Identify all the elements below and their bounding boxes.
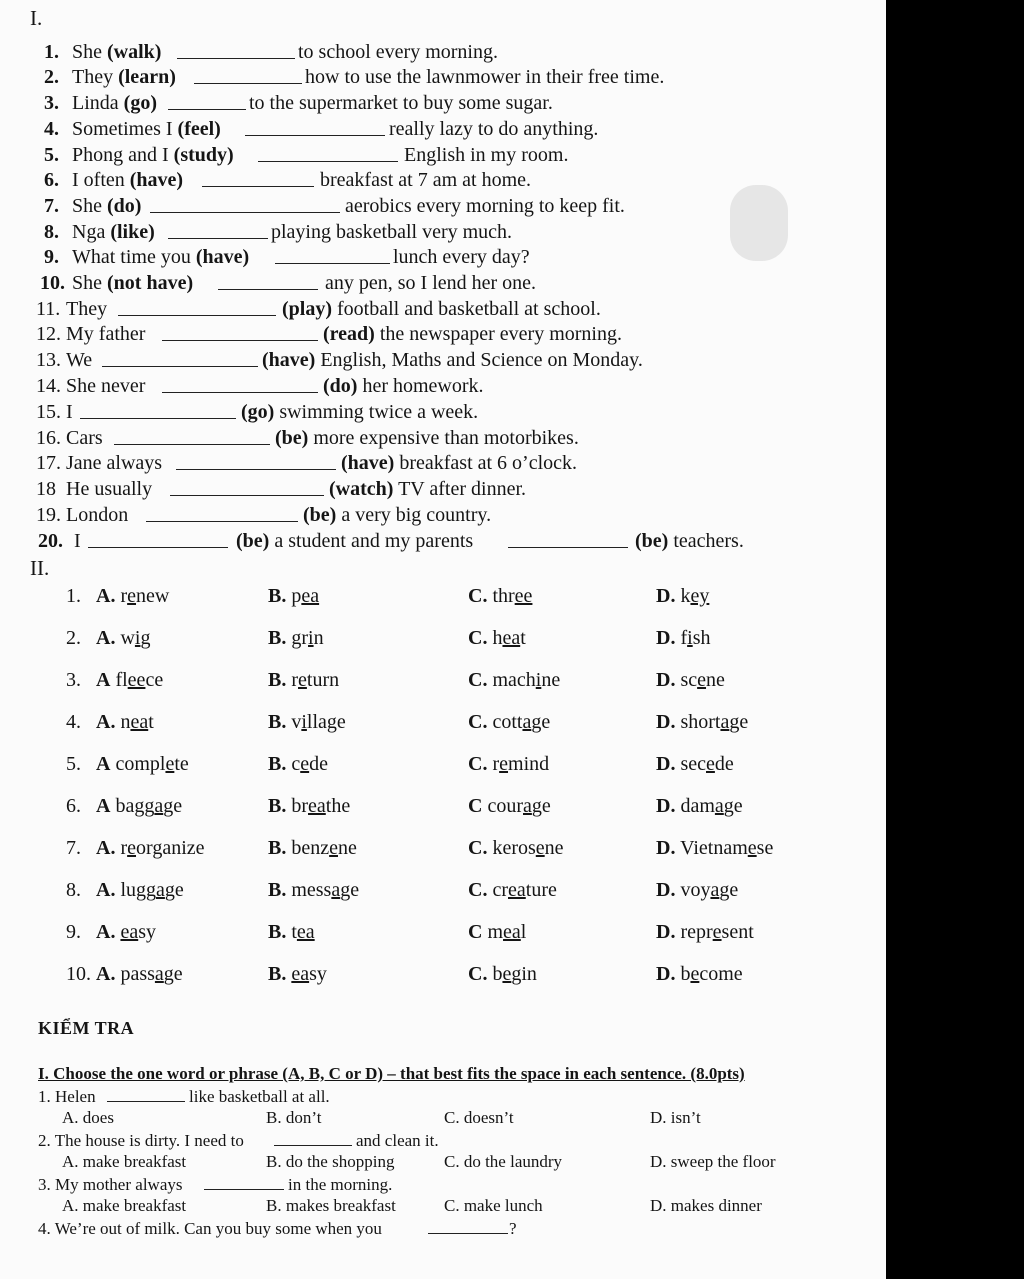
option-letter: D.: [656, 669, 676, 691]
underlined-sound: e: [697, 669, 707, 691]
option-letter: A.: [96, 711, 116, 733]
sentence-end: how to use the lawnmower in their free time.: [305, 66, 665, 88]
option-letter: B.: [268, 711, 287, 733]
item-number: 6.: [66, 795, 81, 817]
option-letter: A.: [96, 837, 116, 859]
item-number: 5.: [66, 753, 81, 775]
answer-option: C. doesn’t: [444, 1108, 514, 1127]
underlined-sound: a: [154, 795, 164, 817]
exercise-sentence: [0, 451, 886, 475]
option-c: C. heat: [468, 627, 526, 649]
underlined-sound: ea: [291, 963, 310, 985]
sentence-start: Linda (go): [72, 92, 157, 114]
answer-option: B. makes breakfast: [266, 1196, 396, 1215]
underlined-sound: ea: [503, 921, 521, 943]
option-a: A fleece: [96, 669, 164, 691]
verb-cue: (be): [275, 427, 309, 449]
option-b: B. cede: [268, 753, 329, 775]
verb-cue: (watch): [329, 478, 394, 500]
exercise-sentence: [0, 220, 886, 244]
option-letter: C.: [468, 711, 488, 733]
test-section-instruction: I. Choose the one word or phrase (A, B, C or D) – that best fits the space in each sentence. (8.0pts): [38, 1064, 745, 1083]
underlined-sound: a: [710, 879, 720, 901]
option-letter: B.: [268, 963, 287, 985]
question-end: like basketball at all.: [189, 1087, 330, 1106]
option-letter: C.: [468, 837, 488, 859]
sentence-end: lunch every day?: [393, 246, 530, 268]
pronunciation-row: [0, 667, 886, 693]
option-letter: D.: [656, 879, 676, 901]
sentence-end: really lazy to do anything.: [389, 118, 599, 140]
item-number: 9.: [66, 921, 81, 943]
underlined-sound: i: [134, 627, 141, 649]
verb-cue: (do): [107, 195, 142, 217]
underlined-sound: i: [308, 627, 314, 649]
item-number: 6.: [44, 169, 59, 191]
sentence-start: We: [66, 349, 93, 371]
test-title: KIỂM TRA: [38, 1018, 135, 1038]
underlined-sound: i: [301, 711, 307, 733]
option-letter: A.: [96, 627, 116, 649]
answer-blank: [168, 91, 246, 110]
item-number: 1.: [44, 41, 59, 63]
answer-option: B. do the shopping: [266, 1152, 395, 1171]
option-letter: C.: [468, 753, 488, 775]
option-b: B. grin: [268, 627, 324, 649]
test-question: [0, 1086, 886, 1107]
exercise-sentence: [0, 271, 886, 295]
verb-cue: (feel): [177, 118, 221, 140]
verb-cue: (be): [236, 530, 270, 552]
item-number: 16.: [36, 427, 61, 449]
underlined-sound: ea: [120, 921, 139, 943]
pronunciation-row: [0, 793, 886, 819]
option-letter: A.: [96, 963, 116, 985]
answer-blank: [204, 1174, 284, 1190]
option-c: C. cottage: [468, 711, 551, 733]
item-number: 1.: [66, 585, 81, 607]
answer-option: A. make breakfast: [62, 1152, 187, 1171]
question-start: 2. The house is dirty. I need to: [38, 1131, 244, 1150]
option-a: A. easy: [96, 921, 157, 943]
answer-option: C. make lunch: [444, 1196, 543, 1215]
part2-heading: II.: [30, 556, 50, 580]
underlined-sound: ea: [508, 879, 526, 901]
verb-cue: (have): [129, 169, 184, 191]
item-number: 5.: [44, 144, 59, 166]
item-number: 20.: [38, 530, 63, 552]
sentence-end: aerobics every morning to keep fit.: [345, 195, 625, 217]
verb-cue: (walk): [107, 41, 162, 63]
question-start: 3. My mother always: [38, 1175, 183, 1194]
underlined-sound: a: [714, 795, 724, 817]
option-c: C courage: [468, 795, 551, 817]
option-letter: B.: [268, 585, 287, 607]
verb-cue: (be): [635, 530, 669, 552]
option-letter: A: [96, 753, 111, 775]
sentence-start: Nga (like): [72, 221, 155, 243]
option-a: A baggage: [96, 795, 183, 817]
answer-blank: [428, 1218, 508, 1234]
item-number: 12.: [36, 323, 61, 345]
option-c: C. machine: [468, 669, 561, 691]
sentence-end: (have) English, Maths and Science on Monday.: [262, 349, 643, 371]
option-letter: A: [96, 795, 111, 817]
sentence-start: She (not have): [72, 272, 194, 294]
underlined-sound: e: [165, 753, 175, 775]
underlined-sound: ey: [690, 585, 710, 607]
answer-blank: [80, 400, 236, 419]
sentence-start: She (do): [72, 195, 142, 217]
answer-blank: [218, 271, 318, 290]
option-a: A. luggage: [96, 879, 184, 901]
option-d: D. fish: [656, 627, 711, 649]
option-letter: C.: [468, 669, 488, 691]
option-letter: D.: [656, 753, 676, 775]
sentence-end: (watch) TV after dinner.: [329, 478, 526, 500]
underlined-sound: ee: [127, 669, 146, 691]
underlined-sound: e: [502, 963, 512, 985]
option-letter: D.: [656, 837, 676, 859]
option-letter: D.: [656, 585, 676, 607]
answer-blank: [162, 322, 318, 341]
option-letter: B.: [268, 837, 287, 859]
underlined-sound: e: [690, 963, 700, 985]
sentence-end: (do) her homework.: [323, 375, 484, 397]
item-number: 11.: [36, 298, 61, 320]
answer-blank: [88, 529, 228, 548]
underlined-sound: a: [156, 879, 165, 901]
sentence-start: They: [66, 298, 108, 320]
underlined-sound: e: [298, 669, 307, 691]
pronunciation-row: [0, 835, 886, 861]
answer-blank: [170, 477, 324, 496]
exercise-sentence: [0, 426, 886, 450]
answer-blank: [245, 117, 385, 136]
test-question: [0, 1218, 886, 1239]
underlined-sound: e: [127, 585, 137, 607]
underlined-sound: e: [127, 837, 137, 859]
sentence-start: He usually: [66, 478, 153, 500]
pronunciation-row: [0, 751, 886, 777]
answer-blank: [275, 245, 390, 264]
verb-cue: (have): [341, 452, 395, 474]
option-letter: B.: [268, 879, 287, 901]
answer-blank: [162, 374, 318, 393]
sentence-end: (be) more expensive than motorbikes.: [275, 427, 579, 449]
sentence-end: (be) teachers.: [635, 530, 744, 552]
option-d: D. shortage: [656, 711, 749, 733]
question-start: 4. We’re out of milk. Can you buy some when you: [38, 1219, 382, 1238]
verb-cue: (go): [241, 401, 275, 423]
sentence-end: English in my room.: [404, 144, 569, 166]
underlined-sound: ea: [502, 627, 521, 649]
option-letter: A.: [96, 879, 116, 901]
item-number: 19.: [36, 504, 61, 526]
sentence-start: Cars: [66, 427, 103, 449]
answer-blank: [194, 65, 302, 84]
option-letter: B.: [268, 627, 287, 649]
sentence-start: They (learn): [72, 66, 176, 88]
underlined-sound: ee: [514, 585, 533, 607]
item-number: 18: [36, 478, 56, 500]
option-a: A. passage: [96, 963, 183, 985]
option-c: C. three: [468, 585, 533, 607]
item-number: 17.: [36, 452, 61, 474]
option-letter: B.: [268, 753, 287, 775]
option-d: D. key: [656, 585, 710, 607]
exercise-sentence: [0, 477, 886, 501]
item-number: 15.: [36, 401, 61, 423]
option-letter: C.: [468, 963, 488, 985]
underlined-sound: a: [331, 879, 341, 901]
option-letter: B.: [268, 795, 287, 817]
option-b: B. benzene: [268, 837, 357, 859]
pronunciation-row: [0, 919, 886, 945]
underlined-sound: ea: [301, 585, 320, 607]
option-letter: B.: [268, 669, 287, 691]
option-c: C. begin: [468, 963, 537, 985]
option-letter: A: [96, 669, 111, 691]
verb-cue: (be): [303, 504, 337, 526]
answer-blank: [107, 1086, 185, 1102]
option-c: C meal: [468, 921, 527, 943]
option-c: C. kerosene: [468, 837, 564, 859]
pronunciation-row: [0, 961, 886, 987]
answer-option: D. isn’t: [650, 1108, 701, 1127]
option-letter: A.: [96, 921, 116, 943]
answer-blank: [274, 1130, 352, 1146]
verb-cue: (not have): [107, 272, 194, 294]
underlined-sound: ea: [296, 921, 315, 943]
sentence-start: She never: [66, 375, 146, 397]
verb-cue: (go): [123, 92, 157, 114]
item-number: 9.: [44, 246, 59, 268]
item-number: 2.: [66, 627, 81, 649]
answer-blank: [176, 451, 336, 470]
verb-cue: (study): [173, 144, 234, 166]
item-number: 7.: [44, 195, 59, 217]
exercise-sentence: [0, 322, 886, 346]
underlined-sound: e: [747, 837, 757, 859]
option-a: A. neat: [96, 711, 154, 733]
exercise-sentence: [0, 194, 886, 218]
question-start: 1. Helen: [38, 1087, 96, 1106]
option-d: D. secede: [656, 753, 734, 775]
option-letter: D.: [656, 963, 676, 985]
answer-blank: [202, 168, 314, 187]
answer-blank: [258, 143, 398, 162]
underlined-sound: e: [329, 837, 338, 859]
underlined-sound: e: [300, 753, 310, 775]
verb-cue: (like): [110, 221, 155, 243]
sentence-end: (be) a very big country.: [303, 504, 492, 526]
question-end: ?: [509, 1219, 517, 1238]
answer-blank: [114, 426, 270, 445]
sentence-end: any pen, so I lend her one.: [325, 272, 537, 294]
option-d: D. represent: [656, 921, 754, 943]
item-number: 4.: [66, 711, 81, 733]
sentence-end: to the supermarket to buy some sugar.: [249, 92, 553, 114]
sentence-end: (read) the newspaper every morning.: [323, 323, 622, 345]
answer-option: B. don’t: [266, 1108, 322, 1127]
sentence-end: playing basketball very much.: [271, 221, 513, 243]
answer-blank: [150, 194, 340, 213]
item-number: 14.: [36, 375, 61, 397]
verb-cue: (have): [195, 246, 250, 268]
option-d: D. voyage: [656, 879, 739, 901]
option-a: A. wig: [96, 627, 151, 649]
item-number: 2.: [44, 66, 59, 88]
answer-option: D. sweep the floor: [650, 1152, 776, 1171]
sentence-end: (have) breakfast at 6 o’clock.: [341, 452, 578, 474]
item-number: 8.: [66, 879, 81, 901]
verb-cue: (have): [262, 349, 316, 371]
underlined-sound: a: [720, 711, 730, 733]
option-d: D. Vietnamese: [656, 837, 774, 859]
option-a: A complete: [96, 753, 189, 775]
sentence-start: She (walk): [72, 41, 162, 63]
item-number: 7.: [66, 837, 81, 859]
item-number: 4.: [44, 118, 59, 140]
option-letter: C: [468, 795, 483, 817]
exercise-sentence: [0, 143, 886, 167]
verb-cue: (learn): [118, 66, 176, 88]
option-b: B. easy: [268, 963, 327, 985]
option-a: A. reorganize: [96, 837, 205, 859]
option-letter: C.: [468, 879, 488, 901]
underlined-sound: e: [712, 921, 722, 943]
sentence-end: breakfast at 7 am at home.: [320, 169, 532, 191]
underlined-sound: i: [535, 669, 542, 691]
underlined-sound: e: [706, 753, 715, 775]
underlined-sound: a: [522, 711, 532, 733]
pronunciation-row: [0, 877, 886, 903]
option-d: D. scene: [656, 669, 725, 691]
option-letter: C.: [468, 585, 488, 607]
option-b: B. village: [268, 711, 346, 733]
exercise-sentence: [0, 168, 886, 192]
underlined-sound: ea: [130, 711, 149, 733]
underlined-sound: e: [499, 753, 509, 775]
exercise-sentence: [0, 91, 886, 115]
exercise-sentence: [0, 65, 886, 89]
exercise-sentence: [0, 400, 886, 424]
sentence-start: Phong and I (study): [72, 144, 234, 166]
exercise-sentence: [0, 348, 886, 372]
answer-option: D. makes dinner: [650, 1196, 762, 1215]
sentence-start: Jane always: [66, 452, 163, 474]
option-b: B. return: [268, 669, 340, 691]
sentence-end: to school every morning.: [298, 41, 498, 63]
answer-option: C. do the laundry: [444, 1152, 563, 1171]
underlined-sound: a: [523, 795, 532, 817]
test-question: [0, 1174, 886, 1195]
item-number: 13.: [36, 349, 61, 371]
sentence-start: London: [66, 504, 129, 526]
answer-blank: [146, 503, 298, 522]
item-number: 3.: [44, 92, 59, 114]
underlined-sound: ea: [308, 795, 326, 817]
option-letter: D.: [656, 921, 676, 943]
part1-heading: I.: [30, 6, 43, 30]
option-b: B. breathe: [268, 795, 351, 817]
sentence-start: My father: [66, 323, 146, 345]
option-d: D. become: [656, 963, 743, 985]
exercise-sentence: [0, 297, 886, 321]
option-b: B. pea: [268, 585, 320, 607]
sentence-start: I often (have): [72, 169, 184, 191]
answer-blank: [168, 220, 268, 239]
option-letter: D.: [656, 795, 676, 817]
sentence-start: I: [66, 401, 73, 423]
option-letter: C: [468, 921, 483, 943]
pronunciation-row: [0, 625, 886, 651]
sentence-end: (play) football and basketball at school.: [282, 298, 601, 320]
sentence-start: What time you (have): [72, 246, 250, 268]
option-letter: B.: [268, 921, 287, 943]
answer-option: A. does: [62, 1108, 114, 1127]
option-c: C. remind: [468, 753, 550, 775]
option-a: A. renew: [96, 585, 170, 607]
item-number: 10.: [66, 963, 91, 985]
question-end: and clean it.: [356, 1131, 439, 1150]
answer-blank: [102, 348, 258, 367]
sentence-start: Sometimes I (feel): [72, 118, 221, 140]
answer-blank: [118, 297, 276, 316]
item-number: 10.: [40, 272, 65, 294]
item-number: 3.: [66, 669, 81, 691]
exercise-sentence: [0, 245, 886, 269]
item-number: 8.: [44, 221, 59, 243]
pronunciation-row: [0, 583, 886, 609]
question-end: in the morning.: [288, 1175, 393, 1194]
underlined-sound: a: [154, 963, 164, 985]
underlined-sound: i: [687, 627, 693, 649]
answer-blank: [508, 529, 628, 548]
sentence-middle: (be) a student and my parents: [236, 530, 474, 552]
exercise-sentence: [0, 529, 886, 553]
answer-option: A. make breakfast: [62, 1196, 187, 1215]
sentence-end: (go) swimming twice a week.: [241, 401, 479, 423]
exercise-sentence: [0, 117, 886, 141]
sentence-start: I: [74, 530, 81, 552]
option-c: C. creature: [468, 879, 557, 901]
underlined-sound: e: [535, 837, 545, 859]
exercise-sentence: [0, 503, 886, 527]
pronunciation-row: [0, 709, 886, 735]
option-letter: D.: [656, 711, 676, 733]
answer-blank: [177, 40, 295, 59]
test-question: [0, 1130, 886, 1151]
option-letter: C.: [468, 627, 488, 649]
option-letter: D.: [656, 627, 676, 649]
option-b: B. tea: [268, 921, 315, 943]
exercise-sentence: [0, 374, 886, 398]
verb-cue: (do): [323, 375, 358, 397]
verb-cue: (play): [282, 298, 332, 320]
option-letter: A.: [96, 585, 116, 607]
option-b: B. message: [268, 879, 360, 901]
verb-cue: (read): [323, 323, 375, 345]
exercise-sentence: [0, 40, 886, 64]
option-d: D. damage: [656, 795, 743, 817]
